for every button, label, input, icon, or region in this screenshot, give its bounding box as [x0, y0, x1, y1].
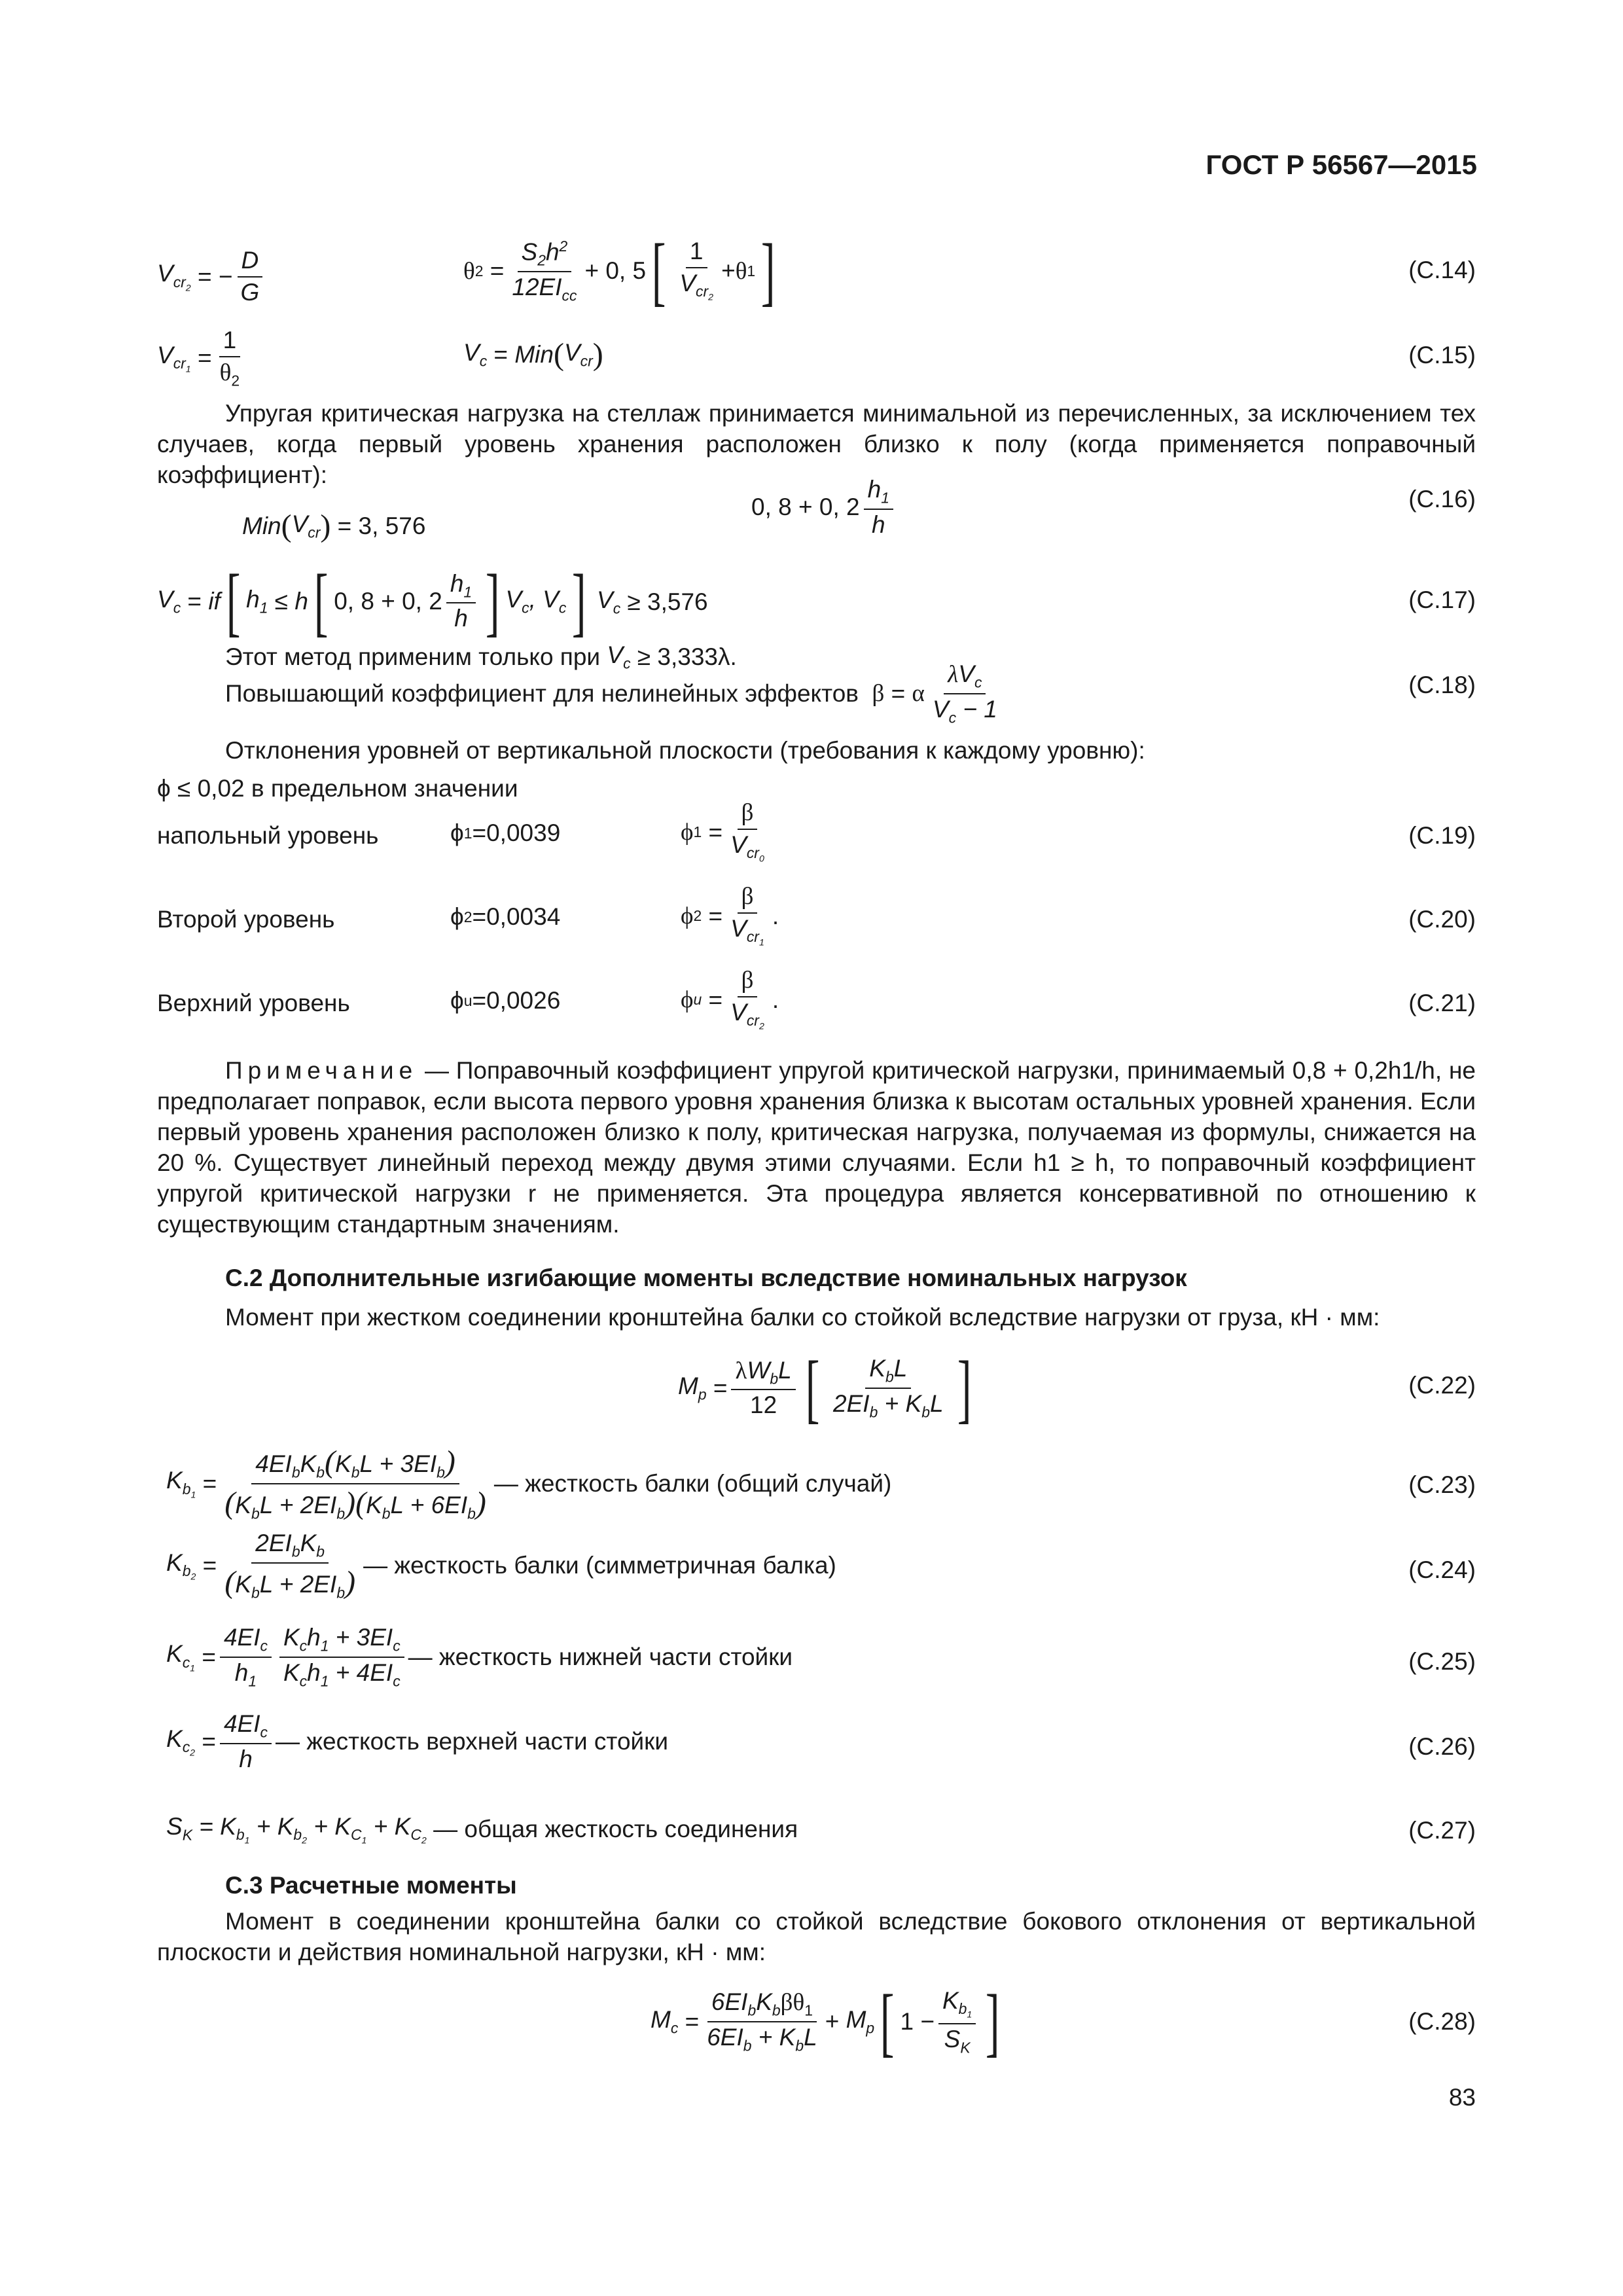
formula-mc: $M_c$ = $\frac{6EI_bK_b\beta\theta_1}{6EI_b + K_bL}$ + $M_p$ [ 1 − $\frac{K_{b_1}}{S_K}$ ]: [651, 1979, 1000, 2064]
kb2-desc: — жесткость балки (симметричная балка): [363, 1552, 836, 1579]
formula-mp: $M_p$ = $\frac{\lambda W_bL}{12}$ [ $\frac{K_bL}{2EI_b + K_bL}$ ]: [678, 1345, 971, 1431]
eq-label-c22: (С.22): [1408, 1372, 1476, 1399]
eq-label-c19: (С.19): [1408, 822, 1476, 849]
method-cond: ≥ 3,333λ.: [637, 643, 737, 670]
formula-sk: $S_K = K_{b_1} + K_{b_2} + K_{C_1} + K_{C_2}$ — общая жесткость соединения: [166, 1813, 798, 1846]
eq-label-c21: (С.21): [1408, 990, 1476, 1016]
eq-label-c18: (С.18): [1408, 672, 1476, 698]
kb1-desc: — жесткость балки (общий случай): [493, 1469, 892, 1497]
eq-label-c20: (С.20): [1408, 906, 1476, 933]
level-second-value: ϕ 2 =0,0034: [450, 903, 561, 930]
section-c2-title: С.2 Дополнительные изгибающие моменты вследствие номинальных нагрузок: [225, 1265, 1187, 1291]
level-top-value: ϕ u =0,0026: [450, 987, 561, 1014]
amplification-text: Повышающий коэффициент для нелинейных эффектов: [225, 679, 859, 707]
phi-limit: ϕ ≤ 0,02 в предельном значении: [157, 775, 518, 802]
note-paragraph: [157, 1055, 1476, 1240]
paragraph-elastic-load: Упругая критическая нагрузка на стеллаж принимается минимальной из перечисленных, за исключением тех случаев, когда первый уровень хранения расположен близко к полу (когда применяется поправочный коэффициент):: [157, 400, 1476, 488]
vc-cond-value: ≥ 3,576: [627, 588, 708, 615]
eq-label-c14: (С.14): [1408, 257, 1476, 283]
eq-label-c28: (С.28): [1408, 2008, 1476, 2035]
formula-kc2: $K_{c_2}$ = $\frac{4EI_c}{h}$ — жесткость верхней части стойки: [166, 1710, 669, 1772]
formula-vc-if: $V_c$ = if [ $h_1$ ≤ h [ 0, 8 + 0, 2 $\frac{h_1}{h}$ ] $V_c$, $V_c$ ]: [157, 558, 586, 644]
section-c2-paragraph: Момент при жестком соединении кронштейна балки со стойкой вследствие нагрузки от груза, кН · мм:: [225, 1304, 1380, 1331]
formula-kb2: $K_{b_2}$ = $\frac{2EI_bK_b}{(K_bL + 2EI_b)}$ — жесткость балки (симметричная балка): [166, 1530, 836, 1601]
formula-kb1: $K_{b_1}$ = $\frac{4EI_bK_b(K_bL + 3EI_b)}{(K_bL + 2EI_b)(K_bL + 6EI_b)}$ — жесткость балки (общий случай): [166, 1444, 892, 1522]
level-top-num: =0,0026: [472, 987, 561, 1014]
formula-correction: 0, 8 + 0, 2 $\frac{h_1}{h}$: [751, 476, 897, 538]
formula-kc1: $K_{c_1}$ = $\frac{4EI_c}{h_1}$ $\frac{K_ch_1 + 3EI_c}{K_ch_1 + 4EI_c}$ — жесткость нижней части стойки: [166, 1624, 793, 1689]
eq-label-c25: (С.25): [1408, 1648, 1476, 1675]
sk-desc: — общая жесткость соединения: [433, 1816, 798, 1843]
kc2-desc: — жесткость верхней части стойки: [275, 1728, 669, 1755]
formula-vc-min: $V_c$ = Min ( $V_{cr}$ ): [463, 337, 603, 372]
formula-phi1: ϕ 1 = $\frac{\beta}{V_{cr_0}}$: [681, 799, 764, 865]
document-id: ГОСТ Р 56567—2015: [1205, 149, 1477, 180]
formula-phi2: ϕ 2 = $\frac{\beta}{V_{cr_1}}$ .: [681, 883, 779, 948]
eq-label-c27: (С.27): [1408, 1817, 1476, 1844]
eq-label-c17: (С.17): [1408, 586, 1476, 613]
level-top-label: Верхний уровень: [157, 990, 350, 1016]
level-floor-value: ϕ 1 =0,0039: [450, 819, 561, 846]
section-c3-paragraph: Момент в соединении кронштейна балки со стойкой вследствие бокового отклонения от вертикальной плоскости и действия номинальной нагрузки, кН · мм:: [157, 1908, 1476, 1965]
amplification-line: Повышающий коэффициент для нелинейных эффектов β = α $\frac{\lambda V_c}{V_c - 1}$: [225, 660, 997, 726]
eq-label-c26: (С.26): [1408, 1733, 1476, 1760]
level-second-num: =0,0034: [472, 903, 561, 930]
level-second-label: Второй уровень: [157, 906, 335, 933]
level-floor-num: =0,0039: [472, 819, 561, 846]
page-number: 83: [1448, 2084, 1476, 2111]
level-floor-label: напольный уровень: [157, 822, 379, 849]
eq-label-c24: (С.24): [1408, 1556, 1476, 1583]
min-vcr-value: = 3, 576: [337, 512, 426, 539]
method-text: Этот метод применим только при: [225, 643, 601, 670]
kc1-desc: — жесткость нижней части стойки: [408, 1643, 793, 1670]
formula-phiu: ϕ u = $\frac{\beta}{V_{cr_2}}$ .: [681, 967, 779, 1032]
section-c3-title: С.3 Расчетные моменты: [225, 1872, 517, 1899]
method-applicability: Этот метод применим только при $V_c$ ≥ 3,333λ.: [225, 641, 737, 672]
eq-label-c16: (С.16): [1408, 486, 1476, 512]
note-label: Примечание: [225, 1057, 418, 1084]
deviation-requirement: Отклонения уровней от вертикальной плоскости (требования к каждому уровню):: [225, 737, 1145, 764]
formula-vcr2: $V_{cr_2}$ = − $\frac{D}{G}$: [157, 247, 267, 306]
formula-vcr1: $V_{cr_1}$ = $\frac{1}{\theta_2}$: [157, 327, 240, 389]
formula-theta2: θ 2 = $\frac{S_2h^2}{12EI_{cc}}$ + 0, 5 [ $\frac{1}{V_{cr_2}}$ + θ 1 ]: [463, 228, 776, 314]
formula-vc-cond: $V_c$ ≥ 3,576: [597, 586, 708, 617]
formula-min-vcr: Min ( $V_{cr}$ ) = 3, 576: [242, 509, 426, 543]
eq-label-c15: (С.15): [1408, 342, 1476, 368]
eq-label-c23: (С.23): [1408, 1471, 1476, 1498]
note-body: — Поправочный коэффициент упругой критической нагрузки, принимаемый 0,8 + 0,2h1/h, не предполагает поправок, если высота первого уровня хранения близка к высотам остальных уровней хранения. Если первый уровень хранения расположен близко к полу, критическая нагрузка, получаемая из формулы, снижается на 20 %. Существует линейный переход между двумя этими случаями. Если h1 ≥ h, то поправочный коэффициент упругой критической нагрузки r не применяется. Эта процедура является консервативной по отношению к существующим стандартным значениям.: [157, 1057, 1476, 1238]
